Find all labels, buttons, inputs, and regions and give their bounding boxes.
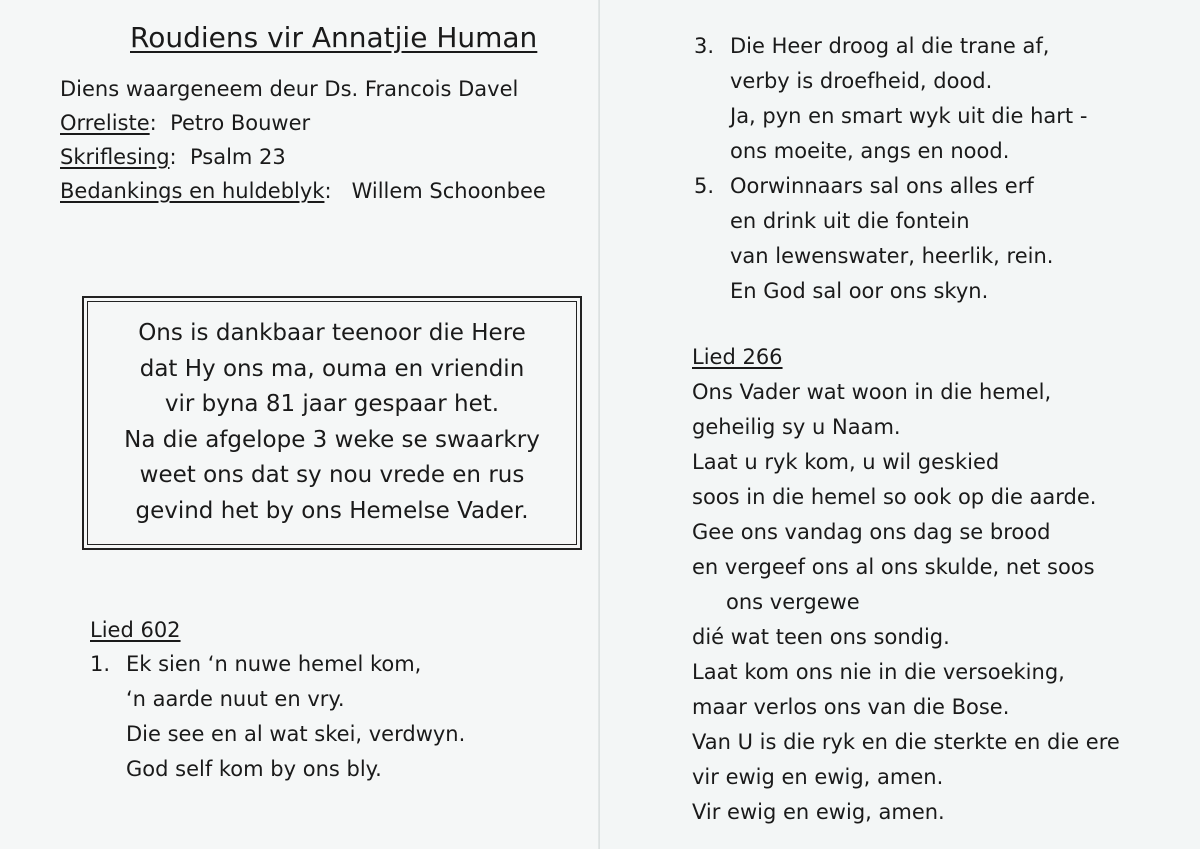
- tribute-speaker-line: Bedankings en huldeblyk: Willem Schoonbee: [60, 179, 546, 203]
- verse-number: 3.: [694, 34, 715, 58]
- officiant-line: [60, 74, 518, 104]
- prayer-line: dié wat teen ons sondig.: [692, 625, 950, 649]
- verse-line: verby is droefheid, dood.: [730, 69, 993, 93]
- verse-number: 5.: [694, 174, 715, 198]
- verse-line: Die Heer droog al die trane af,: [730, 34, 1050, 58]
- verse-line: Ek sien ‘n nuwe hemel kom,: [126, 652, 422, 676]
- right-page: [600, 0, 1200, 849]
- prayer-line: Ons Vader wat woon in die hemel,: [692, 380, 1052, 404]
- verse-line: ‘n aarde nuut en vry.: [126, 687, 345, 711]
- tribute-line: dat Hy ons ma, ouma en vriendin: [139, 355, 525, 382]
- scripture-label: Skriflesing: [60, 145, 170, 169]
- officiant-text: Diens waargeneem deur Ds. Francois Davel: [60, 77, 519, 101]
- organist-label: Orreliste: [60, 111, 150, 135]
- verse-line: van lewenswater, heerlik, rein.: [730, 244, 1054, 268]
- tribute-line: gevind het by ons Hemelse Vader.: [135, 497, 529, 524]
- tribute-speaker-label: Bedankings en huldeblyk: [60, 179, 325, 203]
- organist-line: Orreliste: Petro Bouwer: [60, 111, 311, 135]
- tribute-box: [82, 296, 582, 550]
- hymn-266-heading: Lied 266: [692, 345, 783, 369]
- scripture-line: Skriflesing: Psalm 23: [60, 145, 286, 169]
- prayer-line: soos in die hemel so ook op die aarde.: [692, 485, 1097, 509]
- tribute-speaker-name: Willem Schoonbee: [351, 179, 546, 203]
- prayer-line: en vergeef ons al ons skulde, net soos: [692, 555, 1095, 579]
- verse-line: En God sal oor ons skyn.: [730, 279, 989, 303]
- prayer-line: Gee ons vandag ons dag se brood: [692, 520, 1051, 544]
- tribute-line: Na die afgelope 3 weke se swaarkry: [124, 426, 540, 453]
- prayer-line: geheilig sy u Naam.: [692, 415, 901, 439]
- tribute-line: vir byna 81 jaar gespaar het.: [164, 391, 500, 417]
- prayer-line: Vir ewig en ewig, amen.: [692, 800, 945, 824]
- verse-line: ons moeite, angs en nood.: [730, 139, 1010, 163]
- verse-line: Ja, pyn en smart wyk uit die hart -: [730, 104, 1088, 128]
- prayer-line: Laat kom ons nie in die versoeking,: [692, 660, 1065, 684]
- prayer-line: Van U is die ryk en die sterkte en die ere: [692, 730, 1120, 754]
- tribute-box-inner: [87, 301, 577, 545]
- organist-name: Petro Bouwer: [170, 111, 311, 135]
- scripture-value: Psalm 23: [189, 145, 286, 169]
- page-title: Roudiens vir Annatjie Human: [130, 21, 538, 54]
- verse-line: Die see en al wat skei, verdwyn.: [126, 722, 466, 746]
- prayer-line: maar verlos ons van die Bose.: [692, 695, 1010, 719]
- tribute-line: weet ons dat sy nou vrede en rus: [139, 462, 525, 488]
- prayer-line: ons vergewe: [726, 590, 860, 614]
- prayer-line: vir ewig en ewig, amen.: [692, 765, 944, 789]
- hymn-602-heading: Lied 602: [90, 618, 181, 642]
- verse-line: en drink uit die fontein: [730, 209, 970, 233]
- verse-number: 1.: [90, 652, 111, 676]
- prayer-line: Laat u ryk kom, u wil geskied: [692, 450, 1000, 474]
- verse-line: God self kom by ons bly.: [126, 757, 382, 781]
- verse-line: Oorwinnaars sal ons alles erf: [730, 174, 1034, 198]
- tribute-line: Ons is dankbaar teenoor die Here: [138, 320, 526, 346]
